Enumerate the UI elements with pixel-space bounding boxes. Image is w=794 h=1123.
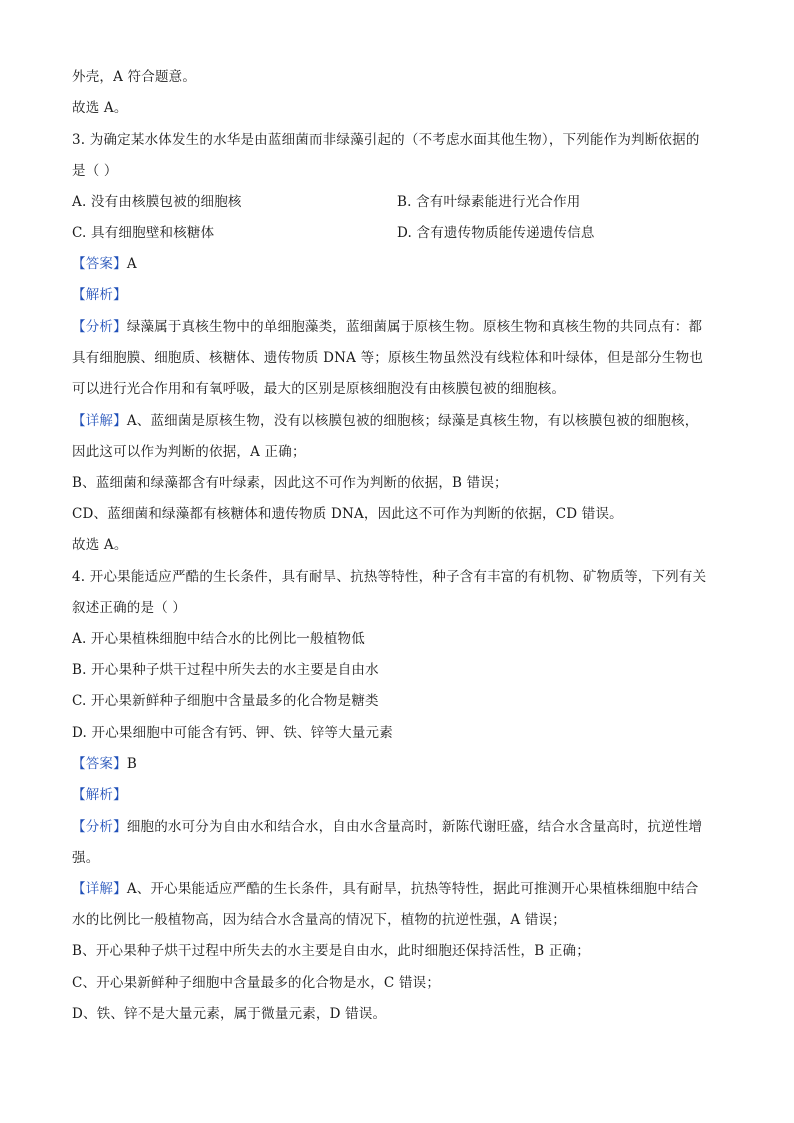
answer-tag: 【答案】: [72, 256, 127, 272]
analysis-tag: 【解析】: [72, 287, 127, 303]
detail-line: [72, 412, 698, 430]
text-line: 外壳，A 符合题意。: [72, 69, 197, 85]
detail-tag: 【详解】: [72, 881, 127, 897]
text-line: D、铁、锌不是大量元素，属于微量元素，D 错误。: [72, 1006, 387, 1022]
question-4-stem-cont: 叙述正确的是（ ）: [72, 600, 187, 616]
analysis-heading: [72, 286, 127, 304]
text-line: C、开心果新鲜种子细胞中含量最多的化合物是水，C 错误；: [72, 975, 441, 991]
detail-text: A、开心果能适应严酷的生长条件，具有耐旱，抗热等特性，据此可推测开心果植株细胞中结合: [126, 881, 699, 897]
question-3-stem: 3. 为确定某水体发生的水华是由蓝细菌而非绿藻引起的（不考虑水面其他生物），下列能作为判断依据的: [72, 132, 700, 148]
option-c: C. 具有细胞壁和核糖体: [72, 225, 215, 241]
text-line: 水的比例比一般植物高，因为结合水含量高的情况下，植物的抗逆性强，A 错误；: [72, 912, 566, 928]
text-line: 强。: [72, 850, 100, 866]
option-d: D. 开心果细胞中可能含有钙、钾、铁、锌等大量元素: [72, 725, 393, 741]
text-line: B、蓝细菌和绿藻都含有叶绿素，因此这不可作为判断的依据，B 错误；: [72, 475, 508, 491]
option-b: B. 含有叶绿素能进行光合作用: [397, 194, 581, 210]
option-a: A. 没有由核膜包被的细胞核: [72, 194, 242, 210]
question-3-stem-cont: 是（ ）: [72, 163, 118, 179]
text-line: 具有细胞膜、细胞质、核糖体、遗传物质 DNA 等；原核生物虽然没有线粒体和叶绿体，但是部分生物也: [72, 350, 704, 366]
analysis-sub-tag: 【分析】: [72, 819, 127, 835]
analysis-sub-text: 细胞的水可分为自由水和结合水，自由水含量高时，新陈代谢旺盛，结合水含量高时，抗逆性增: [126, 819, 703, 835]
answer-tag: 【答案】: [72, 756, 127, 772]
answer-line: [72, 255, 137, 273]
option-d: D. 含有遗传物质能传递遗传信息: [397, 225, 595, 241]
detail-tag: 【详解】: [72, 413, 127, 429]
question-4-stem: 4. 开心果能适应严酷的生长条件，具有耐旱、抗热等特性，种子含有丰富的有机物、矿物质等，下列有关: [72, 569, 707, 585]
analysis-tag: 【解析】: [72, 787, 127, 803]
analysis-heading: [72, 786, 127, 804]
detail-line: [72, 880, 698, 898]
option-c: C. 开心果新鲜种子细胞中含量最多的化合物是糖类: [72, 693, 379, 709]
text-line: 因此这可以作为判断的依据，A 正确；: [72, 444, 306, 460]
analysis-sub-text: 绿藻属于真核生物中的单细胞藻类，蓝细菌属于原核生物。原核生物和真核生物的共同点有：都: [126, 319, 703, 335]
analysis-sub-tag: 【分析】: [72, 319, 127, 335]
answer-value: A: [126, 256, 137, 272]
option-b: B. 开心果种子烘干过程中所失去的水主要是自由水: [72, 662, 379, 678]
option-a: A. 开心果植株细胞中结合水的比例比一般植物低: [72, 631, 365, 647]
analysis-line: [72, 318, 702, 336]
text-line: CD、蓝细菌和绿藻都有核糖体和遗传物质 DNA，因此这不可作为判断的依据，CD 错误。: [72, 506, 623, 522]
text-line: 故选 A。: [72, 537, 128, 553]
text-line: 可以进行光合作用和有氧呼吸，最大的区别是原核细胞没有由核膜包被的细胞核。: [72, 381, 566, 397]
analysis-line: [72, 818, 702, 836]
text-line: 故选 A。: [72, 100, 128, 116]
answer-value: B: [126, 756, 137, 772]
detail-text: A、蓝细菌是原核生物，没有以核膜包被的细胞核；绿藻是真核生物，有以核膜包被的细胞核，: [126, 413, 699, 429]
text-line: B、开心果种子烘干过程中所失去的水主要是自由水，此时细胞还保持活性，B 正确；: [72, 943, 590, 959]
answer-line: [72, 755, 137, 773]
